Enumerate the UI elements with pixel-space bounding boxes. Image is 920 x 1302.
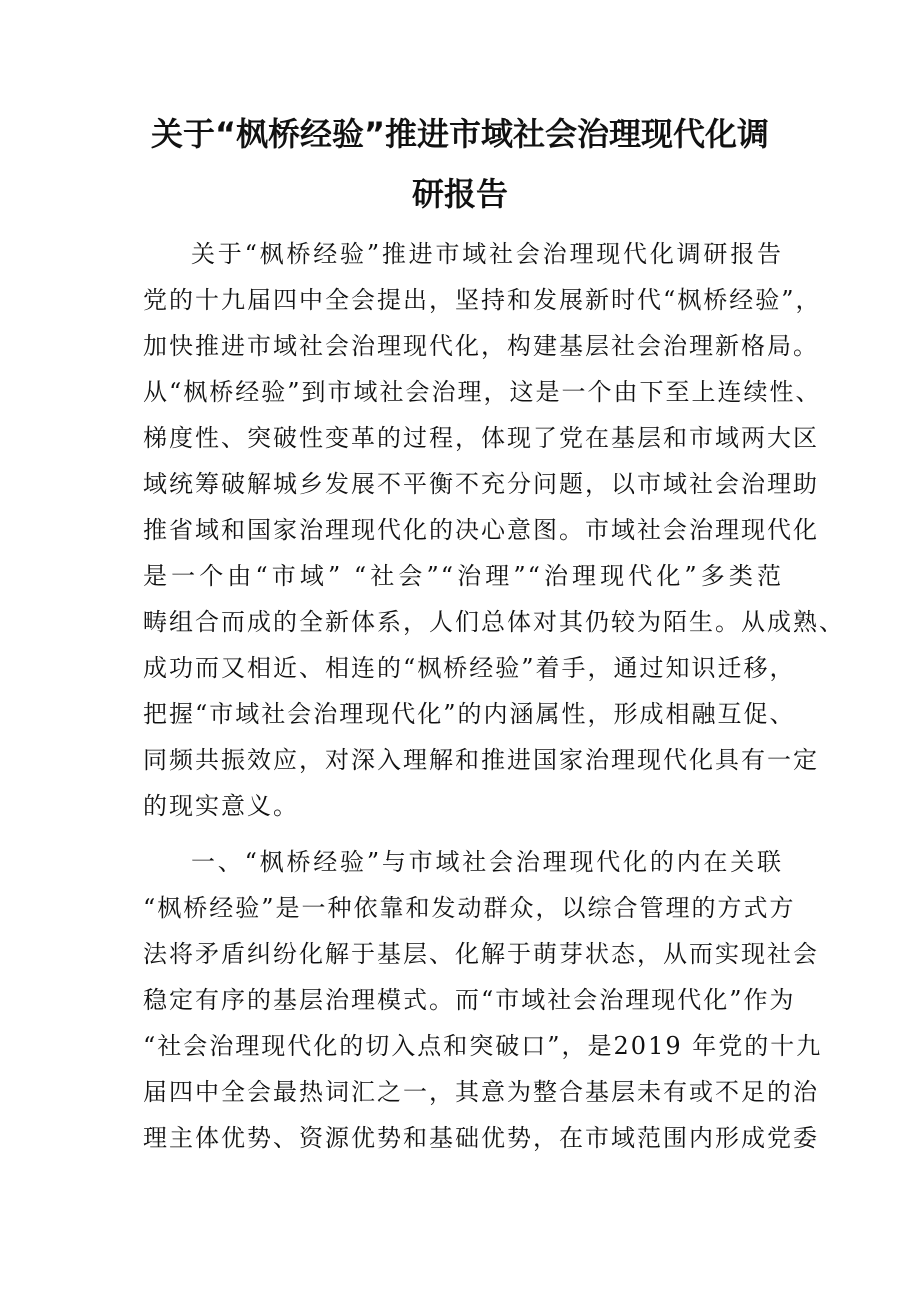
body-line: 从“枫桥经验”到市域社会治理，这是一个由下至上连续性、: [143, 378, 822, 406]
section-heading: 一、“枫桥经验”与市域社会治理现代化的内在关联: [191, 848, 783, 876]
body-line: 域统筹破解城乡发展不平衡不充分问题，以市域社会治理助: [143, 470, 819, 498]
body-line: 稳定有序的基层治理模式。而“市域社会治理现代化”作为: [143, 986, 796, 1014]
body-line: 把握“市域社会治理现代化”的内涵属性，形成相融互促、: [143, 700, 796, 728]
document-title-line-2: 研报告: [411, 175, 508, 213]
body-line: 同频共振效应，对深入理解和推进国家治理现代化具有一定: [143, 746, 819, 774]
body-line: “枫桥经验”是一种依靠和发动群众，以综合管理的方式方: [143, 894, 796, 922]
document-title-line-1: 关于“枫桥经验”推进市域社会治理现代化调: [150, 115, 770, 153]
body-line: 关于“枫桥经验”推进市域社会治理现代化调研报告: [191, 240, 783, 268]
body-line: 梯度性、突破性变革的过程，体现了党在基层和市域两大区: [143, 424, 819, 452]
body-line: 理主体优势、资源优势和基础优势，在市域范围内形成党委: [143, 1124, 819, 1152]
body-line: 是一个由“市域” “社会”“治理”“治理现代化”多类范: [143, 562, 783, 590]
body-line: 加快推进市域社会治理现代化，构建基层社会治理新格局。: [143, 332, 819, 360]
body-line: 党的十九届四中全会提出，坚持和发展新时代“枫桥经验”，: [143, 286, 822, 314]
body-line: 成功而又相近、相连的“枫桥经验”着手，通过知识迁移，: [143, 654, 796, 682]
body-line: 推省域和国家治理现代化的决心意图。市域社会治理现代化: [143, 516, 819, 544]
body-line: “社会治理现代化的切入点和突破口”，是2019 年党的十九: [143, 1032, 823, 1060]
body-line: 届四中全会最热词汇之一，其意为整合基层未有或不足的治: [143, 1078, 819, 1106]
body-line: 的现实意义。: [143, 792, 299, 820]
body-line: 畴组合而成的全新体系，人们总体对其仍较为陌生。从成熟、: [143, 608, 845, 636]
body-line: 法将矛盾纠纷化解于基层、化解于萌芽状态，从而实现社会: [143, 940, 819, 968]
